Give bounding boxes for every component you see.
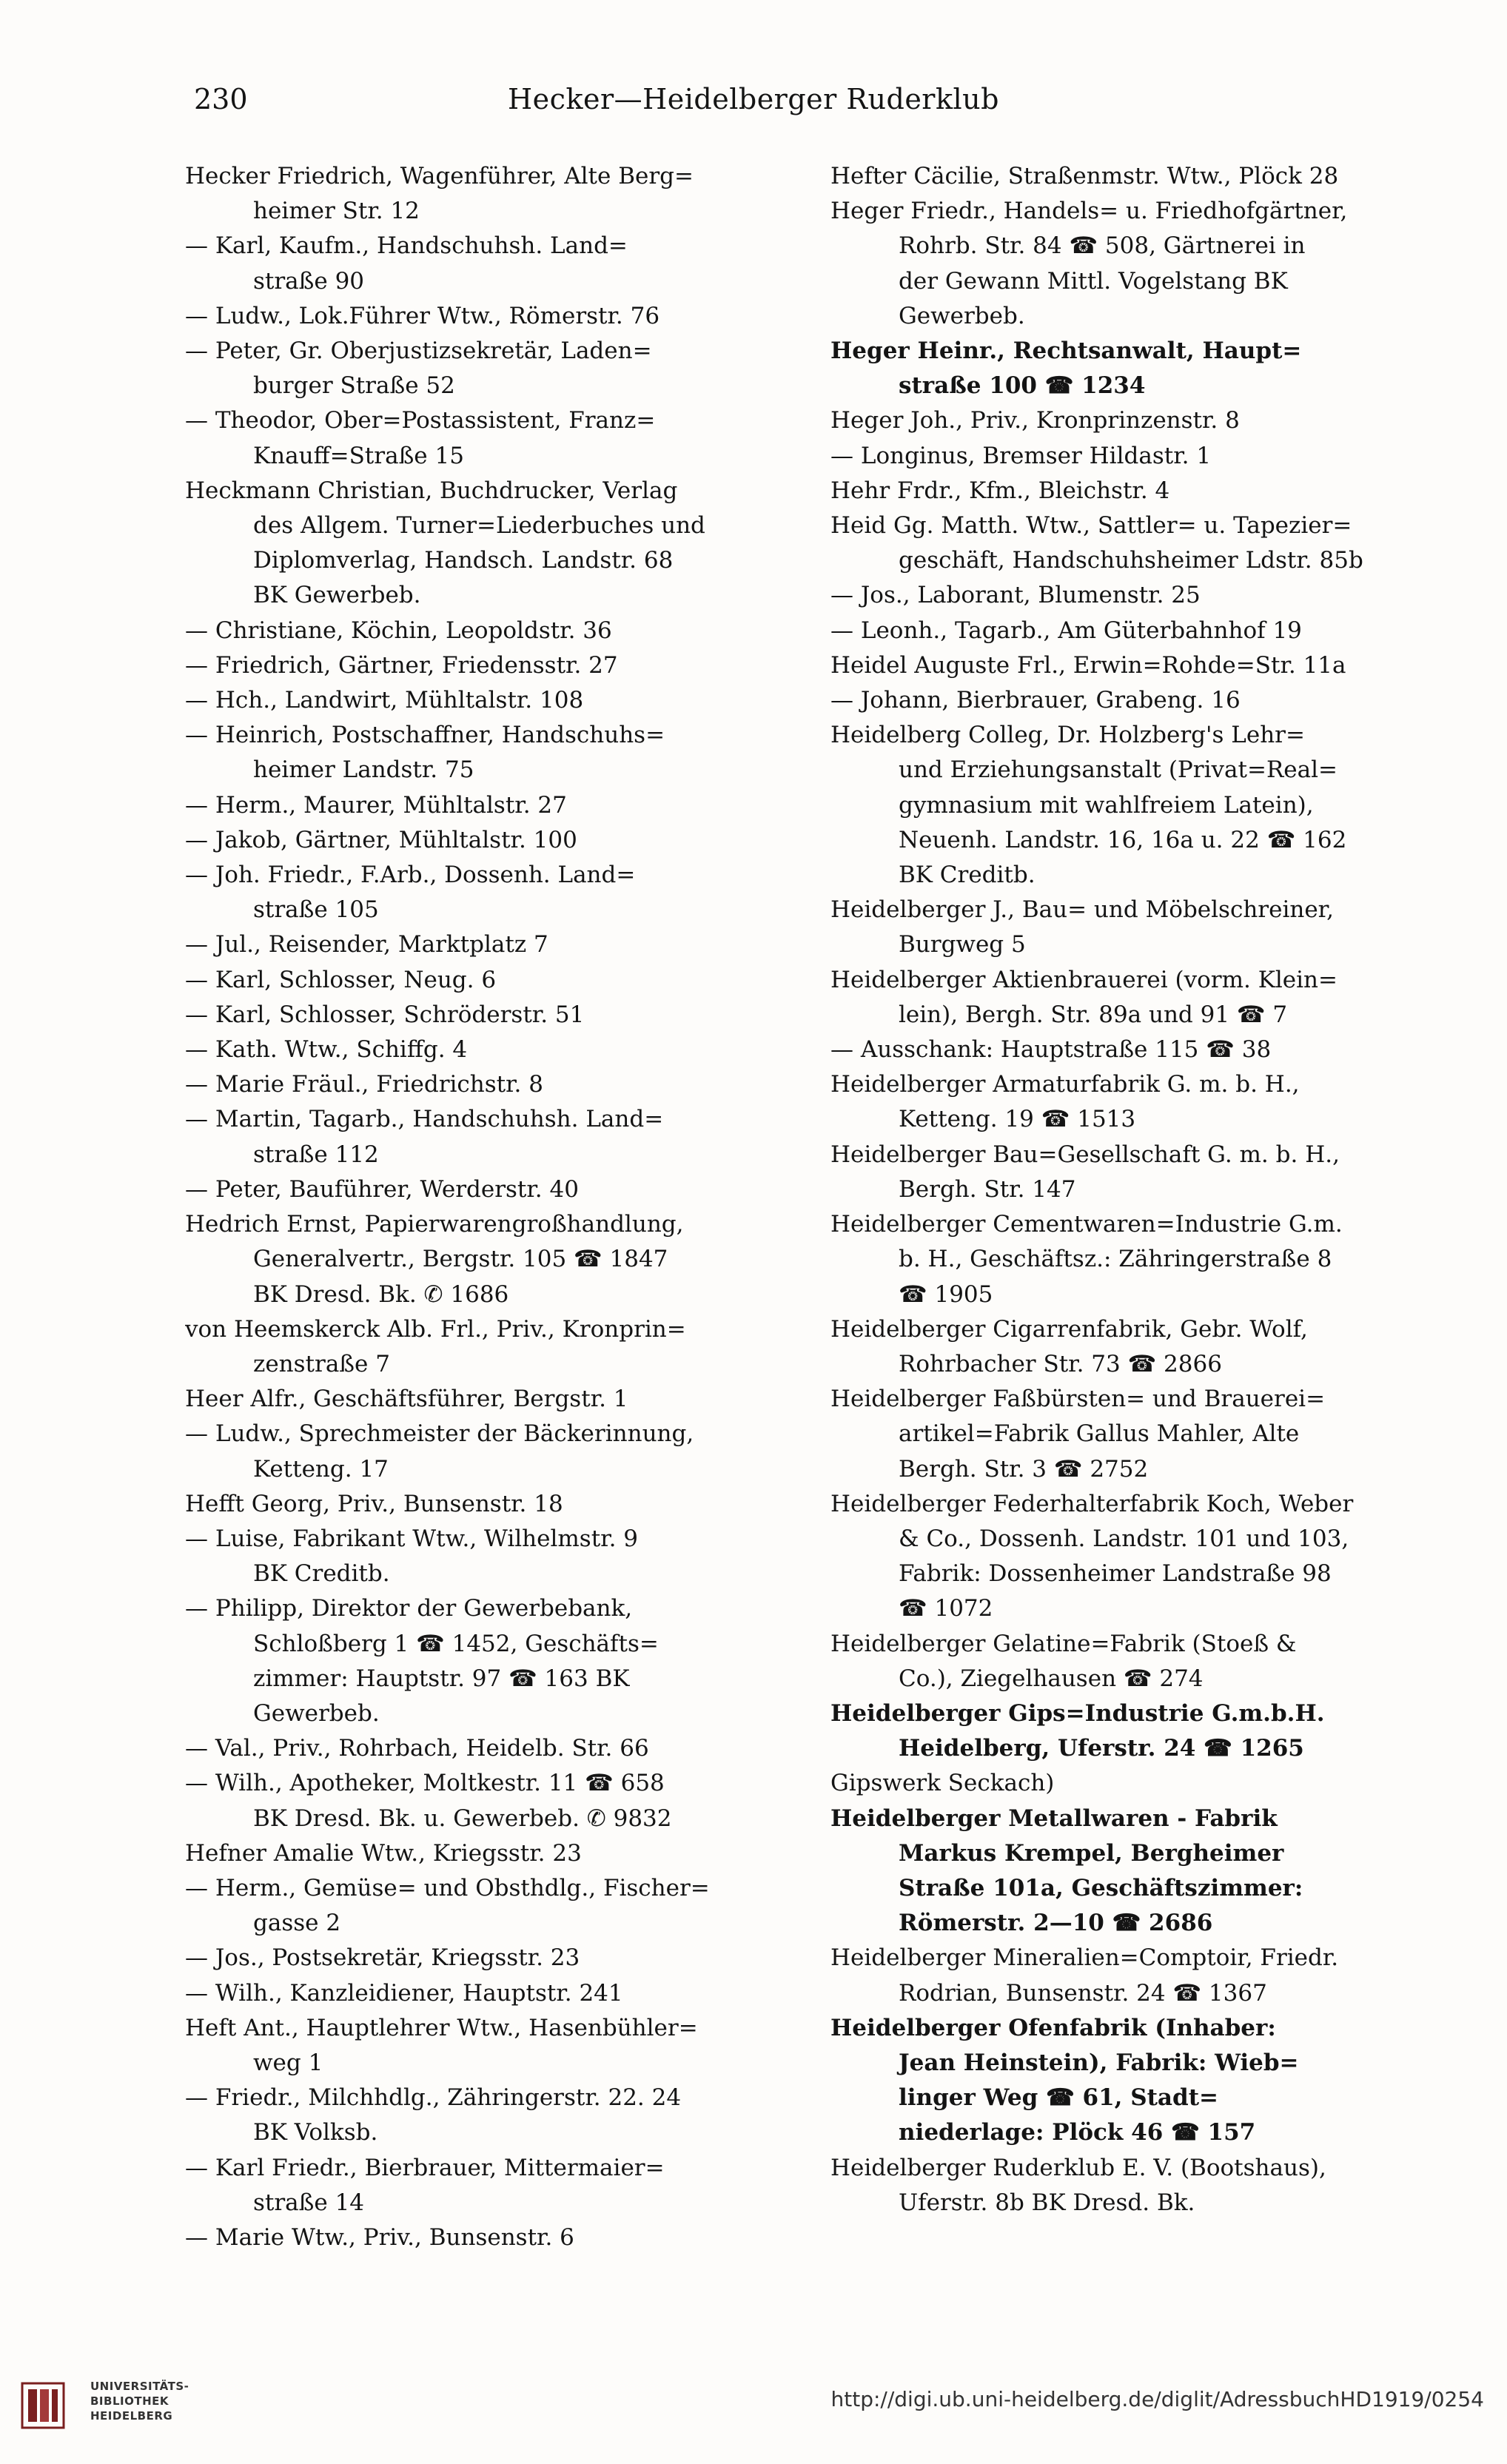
directory-entry (830, 614, 1457, 648)
entry-continuation-line: und Erziehungsanstalt (Privat=Real= (899, 756, 1338, 784)
entry-continuation-line: linger Weg ☎ 61, Stadt= (899, 2084, 1218, 2112)
directory-entry (185, 159, 811, 229)
entry-line: Heidelberger Ofenfabrik (Inhaber: (830, 2014, 1276, 2041)
entry-continuation-line: BK Creditb. (253, 1560, 390, 1588)
entry-continuation-line: Knauff=Straße 15 (253, 442, 464, 469)
entry-line: — Ausschank: Hauptstraße 115 ☎ 38 (830, 1036, 1272, 1064)
entry-line: Hefft Georg, Priv., Bunsenstr. 18 (185, 1490, 563, 1517)
directory-entry (185, 1766, 811, 1836)
entry-line: Heidelberger Ruderklub E. V. (Bootshaus), (830, 2154, 1326, 2181)
directory-entry (830, 1138, 1457, 1207)
directory-entry (830, 1382, 1457, 1487)
entry-line: Heidelberger Gips=Industrie G.m.b.H. (830, 1699, 1325, 1727)
directory-entry (830, 1207, 1457, 1312)
entry-continuation-line: BK Gewerbeb. (253, 582, 421, 609)
directory-entry (185, 1487, 811, 1522)
directory-entry (185, 299, 811, 334)
directory-entry (185, 788, 811, 823)
directory-entry (830, 1627, 1457, 1696)
entry-line: — Ludw., Lok.Führer Wtw., Römerstr. 76 (185, 302, 660, 329)
entry-continuation-line: Markus Krempel, Bergheimer (899, 1839, 1284, 1867)
directory-entry (185, 1941, 811, 1975)
directory-entry (830, 1766, 1457, 1801)
directory-entry (830, 648, 1457, 683)
entry-line: Heid Gg. Matth. Wtw., Sattler= u. Tapezier= (830, 512, 1352, 540)
directory-entry (185, 2081, 811, 2150)
entry-continuation-line: zimmer: Hauptstr. 97 ☎ 163 BK (253, 1665, 630, 1692)
logo-line: HEIDELBERG (90, 2409, 173, 2423)
entry-line: — Luise, Fabrikant Wtw., Wilhelmstr. 9 (185, 1525, 639, 1552)
directory-entry (185, 1976, 811, 2011)
directory-entry (185, 1836, 811, 1871)
entry-line: — Karl, Schlosser, Schröderstr. 51 (185, 1001, 585, 1028)
entry-line: — Philipp, Direktor der Gewerbebank, (185, 1595, 633, 1622)
entry-continuation-line: Fabrik: Dossenheimer Landstraße 98 (899, 1560, 1332, 1588)
entry-continuation-line: gymnasium mit wahlfreiem Latein), (899, 791, 1314, 819)
entry-continuation-line: Heidelberg, Uferstr. 24 ☎ 1265 (899, 1735, 1304, 1762)
library-logo[interactable] (21, 2367, 213, 2437)
entry-line: Heidelberger Mineralien=Comptoir, Friedr. (830, 1944, 1339, 1972)
directory-entry (830, 718, 1457, 893)
directory-entry (185, 1312, 811, 1382)
directory-entry (830, 334, 1457, 403)
entry-line: Heidelberger Gelatine=Fabrik (Stoeß & (830, 1630, 1297, 1657)
entry-continuation-line: BK Volksb. (253, 2119, 378, 2146)
entry-line: Heidelberger Metallwaren - Fabrik (830, 1805, 1278, 1832)
entry-continuation-line: lein), Bergh. Str. 89a und 91 ☎ 7 (899, 1001, 1288, 1028)
entry-line: — Longinus, Bremser Hildastr. 1 (830, 442, 1212, 469)
directory-entry (185, 614, 811, 648)
directory-entry (830, 439, 1457, 474)
directory-entry (185, 334, 811, 403)
entry-line: Heidelberger Bau=Gesellschaft G. m. b. H., (830, 1141, 1340, 1168)
entry-line: — Jul., Reisender, Marktplatz 7 (185, 931, 548, 959)
library-logo-text (90, 2379, 189, 2423)
entry-line: — Karl, Kaufm., Handschuhsh. Land= (185, 232, 628, 260)
entry-continuation-line: Gewerbeb. (899, 302, 1025, 329)
entry-line: Heidelberger Cigarrenfabrik, Gebr. Wolf, (830, 1315, 1308, 1343)
entry-line: — Wilh., Apotheker, Moltkestr. 11 ☎ 658 (185, 1770, 665, 1797)
entry-line: Heidelberger J., Bau= und Möbelschreiner, (830, 896, 1334, 924)
entry-line: Hehr Frdr., Kfm., Bleichstr. 4 (830, 477, 1170, 504)
entry-continuation-line: Ketteng. 19 ☎ 1513 (899, 1106, 1136, 1133)
directory-entry (830, 2011, 1457, 2151)
directory-entry (185, 2220, 811, 2255)
entry-line: — Ludw., Sprechmeister der Bäckerinnung, (185, 1420, 694, 1448)
entry-line: — Herm., Gemüse= und Obsthdlg., Fischer= (185, 1874, 710, 1901)
entry-continuation-line: Gewerbeb. (253, 1699, 380, 1727)
directory-entry (185, 858, 811, 927)
library-logo-icon (21, 2382, 65, 2429)
entry-line: Heidelberger Federhalterfabrik Koch, Weber (830, 1490, 1354, 1517)
directory-entry (185, 1522, 811, 1591)
directory-entry (830, 1802, 1457, 1941)
directory-entry (830, 683, 1457, 718)
entry-continuation-line: Rodrian, Bunsenstr. 24 ☎ 1367 (899, 1979, 1267, 2007)
entry-continuation-line: ☎ 1905 (899, 1280, 993, 1308)
entry-continuation-line: BK Dresd. Bk. u. Gewerbeb. ✆ 9832 (253, 1805, 672, 1832)
entry-line: Heger Joh., Priv., Kronprinzenstr. 8 (830, 407, 1240, 434)
entry-continuation-line: Jean Heinstein), Fabrik: Wieb= (899, 2049, 1299, 2076)
directory-entry (185, 648, 811, 683)
entry-line: — Marie Wtw., Priv., Bunsenstr. 6 (185, 2223, 574, 2251)
directory-entry (185, 229, 811, 298)
entry-line: — Leonh., Tagarb., Am Güterbahnhof 19 (830, 617, 1302, 644)
entry-line: — Peter, Bauführer, Werderstr. 40 (185, 1175, 579, 1203)
entry-line: Heidelberger Aktienbrauerei (vorm. Klein= (830, 966, 1337, 993)
entry-line: Heer Alfr., Geschäftsführer, Bergstr. 1 (185, 1386, 628, 1413)
entry-line: — Joh. Friedr., F.Arb., Dossenh. Land= (185, 862, 636, 889)
directory-entry (185, 998, 811, 1033)
entry-continuation-line: weg 1 (253, 2049, 323, 2076)
entry-continuation-line: des Allgem. Turner=Liederbuches und (253, 512, 705, 540)
entry-continuation-line: BK Dresd. Bk. ✆ 1686 (253, 1280, 509, 1308)
source-url-link[interactable]: http://digi.ub.uni-heidelberg.de/diglit/AdressbuchHD1919/0254 (830, 2387, 1484, 2411)
directory-entry (830, 194, 1457, 334)
directory-entry (830, 963, 1457, 1033)
entry-continuation-line: straße 90 (253, 267, 365, 295)
directory-entry (185, 927, 811, 962)
entry-line: Gipswerk Seckach) (830, 1770, 1055, 1797)
directory-entry (830, 1696, 1457, 1766)
entry-continuation-line: Burgweg 5 (899, 931, 1026, 959)
directory-entry (185, 963, 811, 998)
directory-entry (185, 1871, 811, 1941)
entry-line: Hefter Cäcilie, Straßenmstr. Wtw., Plöck 28 (830, 163, 1339, 189)
entry-continuation-line: Straße 101a, Geschäftszimmer: (899, 1874, 1303, 1901)
directory-entry (185, 474, 811, 614)
entry-continuation-line: zenstraße 7 (253, 1350, 390, 1377)
entry-line: — Kath. Wtw., Schiffg. 4 (185, 1036, 468, 1064)
directory-entry (830, 1487, 1457, 1627)
directory-entry (185, 1067, 811, 1102)
entry-line: — Jos., Laborant, Blumenstr. 25 (830, 582, 1201, 609)
directory-entry (185, 1382, 811, 1417)
entry-continuation-line: straße 112 (253, 1141, 379, 1168)
entry-line: — Christiane, Köchin, Leopoldstr. 36 (185, 617, 612, 644)
entry-continuation-line: straße 105 (253, 896, 379, 924)
logo-line: BIBLIOTHEK (90, 2394, 169, 2408)
directory-entry (830, 2151, 1457, 2220)
directory-entry (185, 2151, 811, 2220)
directory-entry (830, 403, 1457, 438)
entry-continuation-line: Bergh. Str. 147 (899, 1175, 1076, 1203)
directory-entry (830, 1033, 1457, 1067)
entry-continuation-line: Rohrb. Str. 84 ☎ 508, Gärtnerei in (899, 232, 1306, 260)
entry-line: — Karl Friedr., Bierbrauer, Mittermaier= (185, 2154, 665, 2181)
directory-entry (830, 893, 1457, 962)
entry-continuation-line: Rohrbacher Str. 73 ☎ 2866 (899, 1350, 1222, 1377)
directory-entry (185, 2011, 811, 2081)
entry-line: — Theodor, Ober=Postassistent, Franz= (185, 407, 656, 434)
entry-continuation-line: artikel=Fabrik Gallus Mahler, Alte (899, 1420, 1300, 1448)
entry-continuation-line: Generalvertr., Bergstr. 105 ☎ 1847 (253, 1246, 668, 1273)
directory-entry (830, 508, 1457, 578)
entry-line: — Jos., Postsekretär, Kriegsstr. 23 (185, 1944, 580, 1972)
entry-line: Heidelberger Armaturfabrik G. m. b. H., (830, 1071, 1300, 1098)
entry-line: Heidelberger Cementwaren=Industrie G.m. (830, 1211, 1343, 1238)
logo-line: UNIVERSITÄTS- (90, 2380, 189, 2393)
page-number: 230 (194, 83, 248, 115)
entry-line: Heckmann Christian, Buchdrucker, Verlag (185, 477, 678, 504)
entry-line: — Karl, Schlosser, Neug. 6 (185, 966, 497, 993)
entry-line: Hefner Amalie Wtw., Kriegsstr. 23 (185, 1839, 582, 1867)
entry-line: Heger Heinr., Rechtsanwalt, Haupt= (830, 338, 1302, 365)
directory-entry (185, 718, 811, 788)
entry-continuation-line: BK Creditb. (899, 862, 1036, 889)
entry-line: Heidelberger Faßbürsten= und Brauerei= (830, 1386, 1326, 1413)
directory-entry (185, 1033, 811, 1067)
entry-continuation-line: Diplomverlag, Handsch. Landstr. 68 (253, 547, 674, 574)
directory-entry (185, 1207, 811, 1312)
entry-continuation-line: geschäft, Handschuhsheimer Ldstr. 85b (899, 547, 1363, 574)
entry-continuation-line: Co.), Ziegelhausen ☎ 274 (899, 1665, 1204, 1692)
directory-entry (185, 1172, 811, 1207)
entry-line: — Heinrich, Postschaffner, Handschuhs= (185, 722, 665, 749)
directory-entry (185, 823, 811, 858)
left-column (185, 159, 811, 2255)
entry-line: Heger Friedr., Handels= u. Friedhofgärtner, (830, 198, 1348, 225)
entry-line: Heidelberg Colleg, Dr. Holzberg's Lehr= (830, 722, 1305, 749)
directory-entry (830, 1067, 1457, 1137)
entry-line: — Peter, Gr. Oberjustizsekretär, Laden= (185, 338, 652, 365)
page-header (0, 83, 1507, 127)
directory-entry (830, 1941, 1457, 2010)
entry-continuation-line: gasse 2 (253, 1910, 341, 1937)
entry-line: — Hch., Landwirt, Mühltalstr. 108 (185, 687, 584, 714)
entry-continuation-line: ☎ 1072 (899, 1595, 993, 1622)
directory-entry (185, 1731, 811, 1766)
entry-continuation-line: b. H., Geschäftsz.: Zähringerstraße 8 (899, 1246, 1332, 1273)
entry-continuation-line: Uferstr. 8b BK Dresd. Bk. (899, 2189, 1195, 2216)
entry-continuation-line: & Co., Dossenh. Landstr. 101 und 103, (899, 1525, 1349, 1552)
entry-line: Hecker Friedrich, Wagenführer, Alte Berg= (185, 163, 694, 189)
entry-line: — Friedr., Milchhdlg., Zähringerstr. 22. 24 (185, 2084, 682, 2112)
right-column (830, 159, 1457, 2220)
entry-continuation-line: Neuenh. Landstr. 16, 16a u. 22 ☎ 162 (899, 826, 1347, 853)
directory-entry (830, 1312, 1457, 1382)
entry-line: — Martin, Tagarb., Handschuhsh. Land= (185, 1106, 664, 1133)
entry-continuation-line: straße 14 (253, 2189, 365, 2216)
directory-entry (185, 683, 811, 718)
directory-entry (185, 1417, 811, 1486)
directory-entry (830, 474, 1457, 508)
directory-entry (830, 578, 1457, 613)
entry-continuation-line: burger Straße 52 (253, 372, 455, 400)
entry-line: Heidel Auguste Frl., Erwin=Rohde=Str. 11a (830, 651, 1346, 679)
entry-line: — Jakob, Gärtner, Mühltalstr. 100 (185, 826, 577, 853)
entry-continuation-line: Römerstr. 2—10 ☎ 2686 (899, 1910, 1213, 1937)
entry-continuation-line: Ketteng. 17 (253, 1455, 389, 1483)
entry-continuation-line: straße 100 ☎ 1234 (899, 372, 1146, 400)
entry-line: — Friedrich, Gärtner, Friedensstr. 27 (185, 651, 618, 679)
entry-continuation-line: heimer Str. 12 (253, 198, 420, 225)
directory-entry (185, 403, 811, 473)
entry-continuation-line: niederlage: Plöck 46 ☎ 157 (899, 2119, 1256, 2146)
entry-line: — Marie Fräul., Friedrichstr. 8 (185, 1071, 543, 1098)
entry-continuation-line: Schloßberg 1 ☎ 1452, Geschäfts= (253, 1630, 659, 1657)
entry-continuation-line: Bergh. Str. 3 ☎ 2752 (899, 1455, 1149, 1483)
directory-entry (830, 159, 1457, 194)
entry-line: — Wilh., Kanzleidiener, Hauptstr. 241 (185, 1979, 623, 2007)
entry-line: — Val., Priv., Rohrbach, Heidelb. Str. 66 (185, 1735, 649, 1762)
entry-continuation-line: heimer Landstr. 75 (253, 756, 474, 784)
entry-line: Heft Ant., Hauptlehrer Wtw., Hasenbühler= (185, 2014, 698, 2041)
directory-entry (185, 1102, 811, 1172)
entry-continuation-line: der Gewann Mittl. Vogelstang BK (899, 267, 1288, 295)
directory-entry (185, 1591, 811, 1731)
entry-line: — Herm., Maurer, Mühltalstr. 27 (185, 791, 567, 819)
entry-line: Hedrich Ernst, Papierwarengroßhandlung, (185, 1211, 684, 1238)
entry-line: — Johann, Bierbrauer, Grabeng. 16 (830, 687, 1241, 714)
running-head: Hecker—Heidelberger Ruderklub (508, 83, 999, 115)
entry-line: von Heemskerck Alb. Frl., Priv., Kronprin= (185, 1315, 686, 1343)
